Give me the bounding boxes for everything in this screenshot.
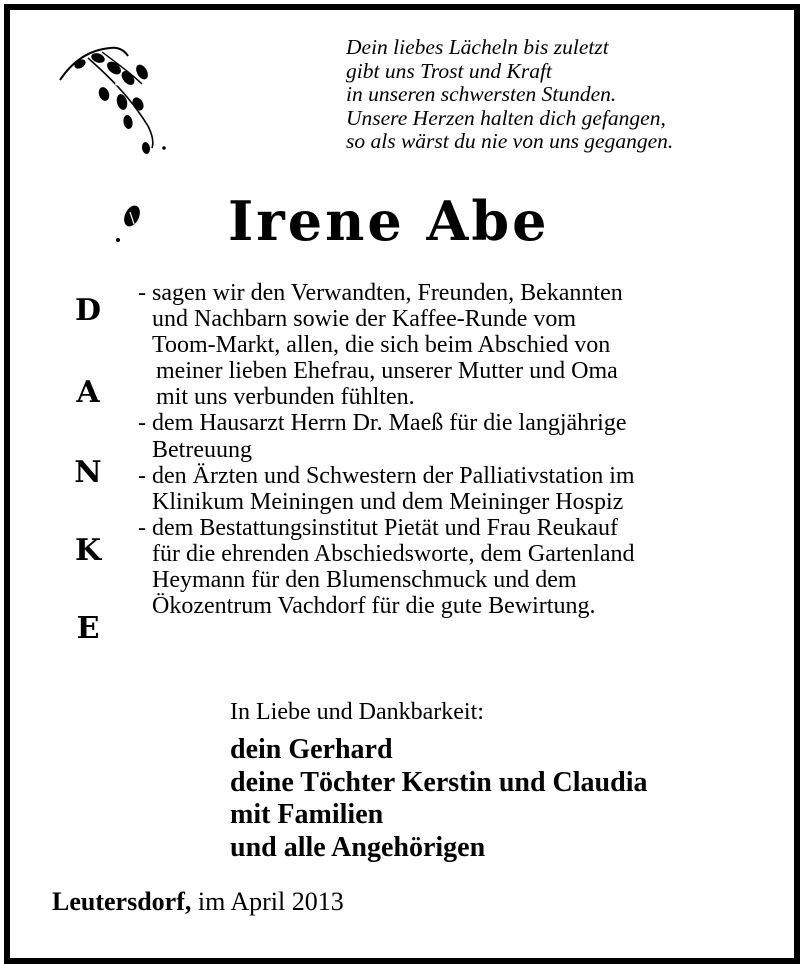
- poem-line: in unseren schwersten Stunden.: [346, 82, 617, 107]
- signature-line: und alle Angehörigen: [230, 831, 486, 863]
- thanks-line: meiner lieben Ehefrau, unserer Mutter und Oma: [156, 358, 618, 385]
- place-date: [52, 886, 344, 918]
- signature-line: deine Töchter Kerstin und Claudia: [230, 766, 648, 798]
- signature-line: mit Familien: [230, 799, 384, 830]
- date: im April 2013: [197, 887, 344, 916]
- thanks-line: Toom-Markt, allen, die sich beim Abschied von: [152, 332, 611, 359]
- poem-line: Unsere Herzen halten dich gefangen,: [346, 105, 666, 130]
- signatures: [230, 734, 647, 864]
- thanks-line: - dem Hausarzt Herrn Dr. Maeß für die langjährige: [138, 410, 627, 437]
- thanks-line: und Nachbarn sowie der Kaffee-Runde vom: [152, 306, 577, 333]
- poem-line: so als wärst du nie von uns gegangen.: [346, 129, 674, 154]
- thanks-line: mit uns verbunden fühlten.: [156, 384, 415, 411]
- thanks-line: - sagen wir den Verwandten, Freunden, Bekannten: [138, 280, 623, 306]
- thanks-text: [138, 280, 778, 619]
- thanks-line: Ökozentrum Vachdorf für die gute Bewirtung.: [152, 593, 596, 620]
- thanks-line: Klinikum Meiningen und dem Meininger Hospiz: [152, 488, 624, 515]
- thanks-line: Heymann für den Blumenschmuck und dem: [152, 567, 577, 594]
- poem-line: gibt uns Trost und Kraft: [346, 58, 552, 83]
- birch-branch-icon: [58, 44, 170, 164]
- danke-letter-e: E: [76, 611, 100, 646]
- thanks-line: - den Ärzten und Schwestern der Palliativstation im: [138, 462, 635, 489]
- danke-letter-n: N: [74, 455, 102, 490]
- closing-phrase: In Liebe und Dankbarkeit:: [230, 699, 484, 725]
- signature-line: dein Gerhard: [230, 734, 393, 765]
- thanks-line: - dem Bestattungsinstitut Pietät und Frau Reukauf: [138, 514, 618, 541]
- danke-letter-k: K: [74, 533, 102, 568]
- danke-letter-a: A: [76, 375, 100, 410]
- place: Leutersdorf,: [52, 887, 192, 916]
- thanks-line: für die ehrenden Abschiedsworte, dem Gartenland: [152, 540, 635, 567]
- deceased-name: Irene Abe: [228, 189, 550, 253]
- poem-line: Dein liebes Lächeln bis zuletzt: [346, 35, 609, 59]
- falling-leaf-icon: [112, 202, 146, 248]
- thanks-line: Betreuung: [152, 436, 252, 463]
- poem: [346, 36, 776, 154]
- danke-letter-d: D: [74, 293, 101, 328]
